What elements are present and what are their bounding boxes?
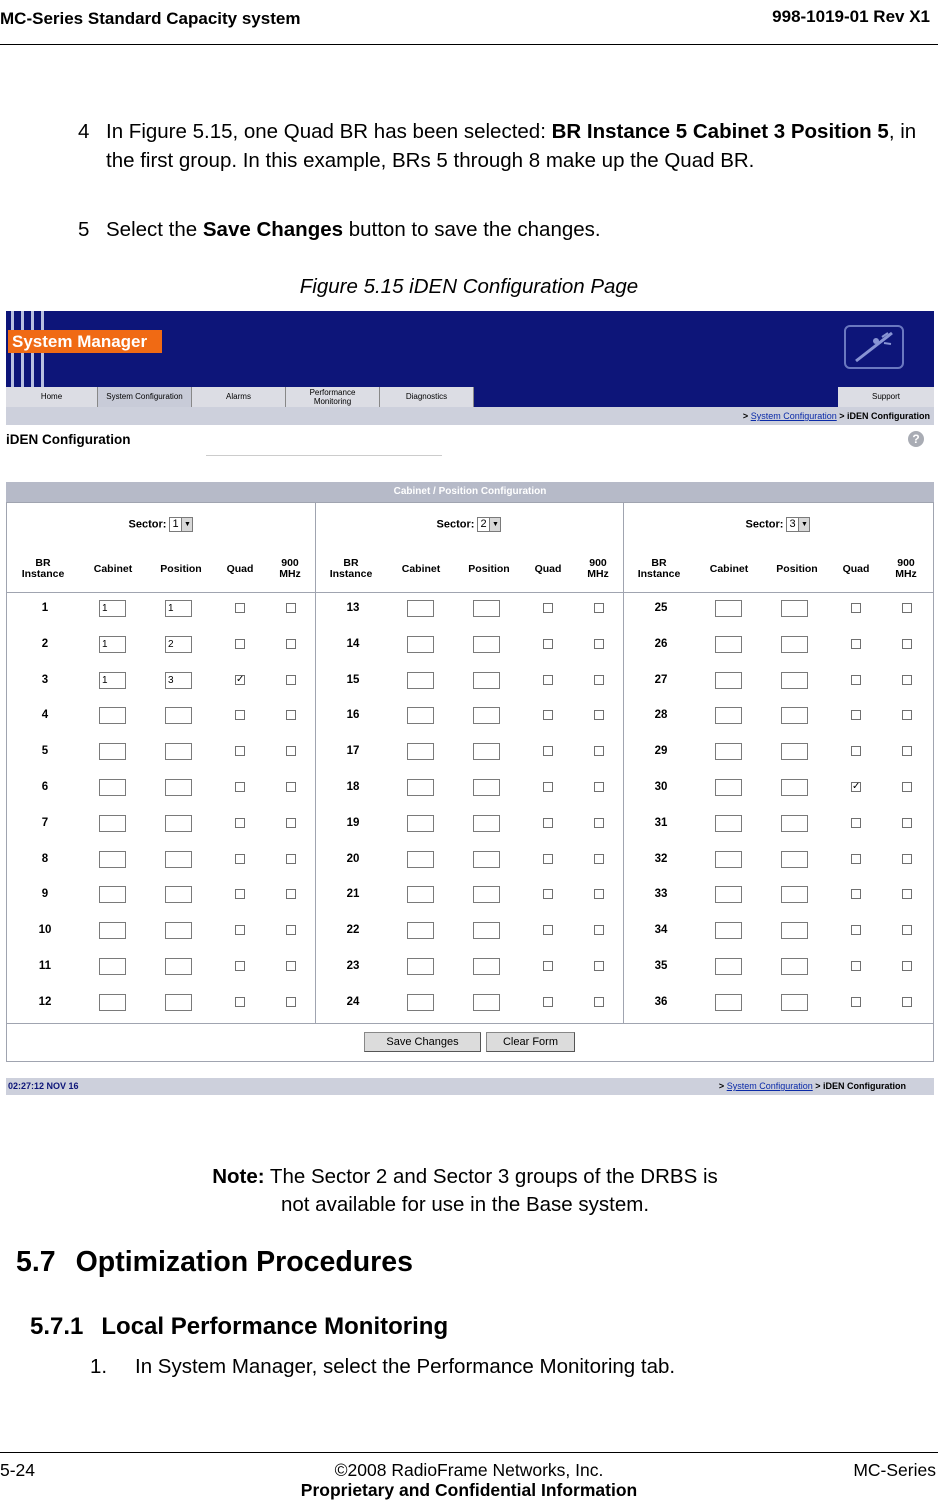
cabinet-input[interactable] <box>715 815 742 832</box>
tab-support[interactable]: Support <box>838 387 934 407</box>
quad-checkbox[interactable] <box>851 818 861 828</box>
position-input[interactable] <box>781 707 808 724</box>
cabinet-input[interactable] <box>715 672 742 689</box>
breadcrumb-separator: > <box>718 1081 725 1091</box>
page-number: 5-24 <box>0 1460 36 1480</box>
900mhz-checkbox[interactable] <box>286 818 296 828</box>
cabinet-input[interactable] <box>715 922 742 939</box>
brand-icon <box>844 325 904 369</box>
quad-checkbox[interactable] <box>235 782 245 792</box>
900mhz-checkbox[interactable] <box>594 889 604 899</box>
sector-select[interactable] <box>477 517 501 532</box>
cabinet-input[interactable] <box>407 815 434 832</box>
column-header-cabinet: Cabinet <box>709 563 749 575</box>
br-instance-number: 22 <box>346 924 360 937</box>
sector-group <box>315 503 624 1023</box>
br-instance-number: 28 <box>654 709 668 722</box>
br-instance-number: 27 <box>654 673 668 686</box>
chevron-down-icon[interactable]: ▼ <box>798 518 809 531</box>
step-text-bold: Save Changes <box>202 218 344 241</box>
900mhz-checkbox[interactable] <box>594 961 604 971</box>
cabinet-input[interactable] <box>407 922 434 939</box>
br-instance-number: 20 <box>346 852 360 865</box>
900mhz-checkbox[interactable] <box>286 961 296 971</box>
tab-diagnostics[interactable]: Diagnostics <box>380 387 474 407</box>
position-input[interactable] <box>473 707 500 724</box>
br-instance-number: 19 <box>346 816 360 829</box>
tab-performance-monitoring[interactable]: Performance Monitoring <box>286 387 380 407</box>
step-text <box>106 215 934 244</box>
config-panel <box>6 502 934 1062</box>
column-header-br: BR Instance <box>21 557 65 580</box>
position-input[interactable] <box>165 958 192 975</box>
quad-checkbox[interactable] <box>235 710 245 720</box>
cabinet-input[interactable] <box>715 958 742 975</box>
document-number: 998-1019-01 Rev X1 <box>772 7 930 26</box>
900mhz-checkbox[interactable] <box>594 746 604 756</box>
cabinet-input[interactable] <box>99 958 126 975</box>
900mhz-checkbox[interactable] <box>902 818 912 828</box>
quad-checkbox[interactable] <box>543 675 553 685</box>
status-bar <box>6 1078 934 1095</box>
quad-checkbox[interactable] <box>543 854 553 864</box>
quad-checkbox[interactable] <box>851 639 861 649</box>
900mhz-checkbox[interactable] <box>286 997 296 1007</box>
cabinet-input[interactable] <box>407 886 434 903</box>
step-text-post: , in the first group. In this example, BRs 5 through 8 make up the Quad BR. <box>106 120 917 172</box>
quad-checkbox[interactable] <box>235 746 245 756</box>
column-header-br: BR Instance <box>329 557 373 580</box>
br-instance-number: 31 <box>654 816 668 829</box>
cabinet-input[interactable] <box>99 922 126 939</box>
cabinet-input[interactable] <box>407 779 434 796</box>
900mhz-checkbox[interactable] <box>594 818 604 828</box>
step-text-pre: Select the <box>106 218 203 241</box>
cabinet-input[interactable] <box>715 994 742 1011</box>
figure-caption: Figure 5.15 iDEN Configuration Page <box>299 275 639 298</box>
tab-home[interactable]: Home <box>6 387 98 407</box>
position-input[interactable] <box>165 815 192 832</box>
position-input[interactable] <box>781 815 808 832</box>
position-input[interactable] <box>473 958 500 975</box>
sector-value: 1 <box>172 518 179 530</box>
position-input[interactable] <box>165 922 192 939</box>
900mhz-checkbox[interactable] <box>594 675 604 685</box>
cabinet-input[interactable] <box>407 743 434 760</box>
sector-value: 2 <box>480 518 487 530</box>
cabinet-input[interactable] <box>715 851 742 868</box>
running-header-title: MC-Series Standard Capacity system <box>0 9 301 28</box>
column-header-mhz: 900 MHz <box>279 557 301 580</box>
cabinet-input[interactable] <box>715 707 742 724</box>
cabinet-input[interactable] <box>99 815 126 832</box>
cabinet-input[interactable] <box>99 851 126 868</box>
subsection-title: Local Performance Monitoring <box>101 1313 449 1340</box>
position-input[interactable] <box>473 672 500 689</box>
900mhz-checkbox[interactable] <box>902 961 912 971</box>
br-instance-number: 1 <box>41 602 49 614</box>
breadcrumb-link-system-configuration[interactable]: System Configuration <box>750 411 837 421</box>
cabinet-input[interactable] <box>99 886 126 903</box>
br-instance-number: 29 <box>654 745 668 758</box>
app-logo: System Manager <box>8 330 162 353</box>
quad-checkbox[interactable] <box>235 639 245 649</box>
br-instance-number: 5 <box>41 745 49 758</box>
quad-checkbox[interactable] <box>235 997 245 1007</box>
quad-checkbox[interactable] <box>543 603 553 613</box>
position-input[interactable] <box>165 851 192 868</box>
br-instance-number: 13 <box>346 602 360 614</box>
quad-checkbox[interactable] <box>235 925 245 935</box>
sector-group <box>7 503 316 1023</box>
step-number: 5 <box>78 218 90 241</box>
page-title: iDEN Configuration <box>6 432 131 447</box>
900mhz-checkbox[interactable] <box>286 603 296 613</box>
column-header-cabinet: Cabinet <box>93 563 133 575</box>
br-instance-number: 11 <box>38 960 52 972</box>
cabinet-input[interactable] <box>99 707 126 724</box>
confidentiality-notice: Proprietary and Confidential Information <box>300 1480 638 1500</box>
br-instance-number: 25 <box>654 602 668 614</box>
position-input[interactable]: 3 <box>165 672 192 689</box>
900mhz-checkbox[interactable] <box>902 889 912 899</box>
help-icon[interactable]: ? <box>908 431 924 447</box>
900mhz-checkbox[interactable] <box>902 997 912 1007</box>
quad-checkbox[interactable] <box>851 710 861 720</box>
position-input[interactable] <box>473 779 500 796</box>
br-instance-number: 32 <box>654 852 668 865</box>
cabinet-input[interactable] <box>715 743 742 760</box>
quad-checkbox[interactable]: ✓ <box>236 673 245 685</box>
900mhz-checkbox[interactable] <box>902 746 912 756</box>
column-header-mhz: 900 MHz <box>895 557 917 580</box>
quad-checkbox[interactable] <box>543 746 553 756</box>
900mhz-checkbox[interactable] <box>902 603 912 613</box>
position-input[interactable] <box>781 672 808 689</box>
cabinet-input[interactable] <box>407 707 434 724</box>
900mhz-checkbox[interactable] <box>286 639 296 649</box>
system-manager-screenshot <box>6 311 934 1098</box>
cabinet-input[interactable]: 1 <box>99 636 126 653</box>
clear-form-button[interactable]: Clear Form <box>486 1032 575 1052</box>
br-instance-number: 7 <box>41 816 49 829</box>
step-text-bold: BR Instance 5 Cabinet 3 Position 5 <box>551 120 889 143</box>
position-input[interactable] <box>165 743 192 760</box>
900mhz-checkbox[interactable] <box>902 639 912 649</box>
br-instance-number: 17 <box>346 745 360 758</box>
900mhz-checkbox[interactable] <box>902 782 912 792</box>
br-instance-number: 35 <box>654 960 668 972</box>
sector-selector-row <box>7 517 315 532</box>
breadcrumb-current: > iDEN Configuration <box>839 411 930 421</box>
position-input[interactable] <box>781 958 808 975</box>
step-text-post: button to save the changes. <box>343 218 601 241</box>
note-text: The Sector 2 and Sector 3 groups of the DRBS is <box>264 1165 718 1188</box>
cabinet-input[interactable] <box>407 994 434 1011</box>
cabinet-input[interactable]: 1 <box>99 600 126 617</box>
subsection-heading <box>30 1313 448 1341</box>
br-instance-number: 6 <box>41 781 49 793</box>
quad-checkbox[interactable] <box>851 997 861 1007</box>
breadcrumb-separator: > <box>742 411 749 421</box>
column-header-quad: Quad <box>534 563 562 575</box>
br-instance-number: 16 <box>346 709 360 722</box>
product-name: MC-Series <box>853 1460 936 1480</box>
quad-checkbox[interactable] <box>543 889 553 899</box>
quad-checkbox[interactable] <box>235 889 245 899</box>
position-input[interactable] <box>781 886 808 903</box>
position-input[interactable] <box>473 886 500 903</box>
quad-checkbox[interactable] <box>543 639 553 649</box>
column-header-position: Position <box>468 563 510 575</box>
quad-checkbox[interactable] <box>851 925 861 935</box>
br-instance-number: 18 <box>346 781 360 793</box>
position-input[interactable] <box>473 743 500 760</box>
column-header-position: Position <box>776 563 818 575</box>
900mhz-checkbox[interactable] <box>902 675 912 685</box>
title-divider <box>206 455 442 456</box>
position-input[interactable] <box>473 851 500 868</box>
br-instance-number: 9 <box>41 888 49 901</box>
cabinet-input[interactable] <box>99 779 126 796</box>
position-input[interactable] <box>781 743 808 760</box>
br-instance-number: 24 <box>346 995 360 1008</box>
position-input[interactable] <box>781 851 808 868</box>
position-input[interactable] <box>473 636 500 653</box>
cabinet-input[interactable] <box>715 886 742 903</box>
tab-alarms[interactable]: Alarms <box>192 387 286 407</box>
cabinet-input[interactable] <box>715 779 742 796</box>
br-instance-number: 2 <box>41 637 49 650</box>
step-number: 4 <box>78 120 90 143</box>
cabinet-input[interactable] <box>407 851 434 868</box>
column-header-quad: Quad <box>842 563 870 575</box>
quad-checkbox[interactable] <box>543 961 553 971</box>
note <box>0 1163 930 1219</box>
quad-checkbox[interactable] <box>851 675 861 685</box>
cabinet-input[interactable] <box>99 994 126 1011</box>
900mhz-checkbox[interactable] <box>286 675 296 685</box>
quad-checkbox[interactable] <box>851 603 861 613</box>
section-number: 5.7 <box>16 1246 56 1278</box>
position-input[interactable] <box>781 994 808 1011</box>
position-input[interactable] <box>781 779 808 796</box>
cabinet-input[interactable] <box>407 958 434 975</box>
position-input[interactable] <box>473 994 500 1011</box>
column-header-position: Position <box>160 563 202 575</box>
br-instance-number: 23 <box>346 960 360 972</box>
quad-checkbox[interactable] <box>235 818 245 828</box>
quad-checkbox[interactable] <box>543 997 553 1007</box>
cabinet-input[interactable] <box>715 600 742 617</box>
br-instance-number: 21 <box>346 888 360 901</box>
quad-checkbox[interactable] <box>851 961 861 971</box>
sector-label: Sector: <box>128 518 167 531</box>
sector-select[interactable] <box>786 517 810 532</box>
900mhz-checkbox[interactable] <box>286 746 296 756</box>
br-instance-number: 10 <box>38 924 52 937</box>
900mhz-checkbox[interactable] <box>286 925 296 935</box>
position-input[interactable] <box>781 922 808 939</box>
cabinet-input[interactable] <box>99 743 126 760</box>
900mhz-checkbox[interactable] <box>902 854 912 864</box>
br-instance-number: 33 <box>654 888 668 901</box>
900mhz-checkbox[interactable] <box>594 603 604 613</box>
position-input[interactable] <box>473 922 500 939</box>
sector-select[interactable] <box>169 517 193 532</box>
copyright: ©2008 RadioFrame Networks, Inc. <box>334 1460 604 1480</box>
position-input[interactable] <box>165 886 192 903</box>
sector-value: 3 <box>789 518 796 530</box>
section-heading <box>16 1246 413 1279</box>
sector-selector-row <box>315 517 623 532</box>
900mhz-checkbox[interactable] <box>902 710 912 720</box>
quad-checkbox[interactable] <box>543 710 553 720</box>
sector-label: Sector: <box>436 518 475 531</box>
quad-checkbox[interactable] <box>543 782 553 792</box>
position-input[interactable] <box>165 994 192 1011</box>
chevron-down-icon[interactable]: ▼ <box>489 518 500 531</box>
quad-checkbox[interactable]: ✓ <box>852 781 861 792</box>
timestamp: 02:27:12 NOV 16 <box>8 1081 79 1091</box>
position-input[interactable] <box>473 600 500 617</box>
cabinet-input[interactable]: 1 <box>99 672 126 689</box>
breadcrumb-current: > iDEN Configuration <box>815 1081 906 1091</box>
note-text: not available for use in the Base system. <box>280 1193 650 1216</box>
column-header-br: BR Instance <box>637 557 681 580</box>
quad-checkbox[interactable] <box>235 603 245 613</box>
900mhz-checkbox[interactable] <box>594 710 604 720</box>
cabinet-input[interactable] <box>407 600 434 617</box>
quad-checkbox[interactable] <box>851 746 861 756</box>
note-label: Note: <box>212 1165 265 1188</box>
quad-checkbox[interactable] <box>851 854 861 864</box>
br-instance-number: 15 <box>346 673 360 686</box>
button-row-divider <box>7 1023 933 1024</box>
br-instance-number: 34 <box>654 924 668 937</box>
900mhz-checkbox[interactable] <box>594 997 604 1007</box>
footer-breadcrumb <box>719 1078 906 1095</box>
step-text <box>106 117 934 175</box>
br-instance-number: 12 <box>38 995 52 1008</box>
subsection-number: 5.7.1 <box>30 1313 84 1340</box>
section-title: Optimization Procedures <box>75 1246 413 1278</box>
position-input[interactable] <box>165 779 192 796</box>
quad-checkbox[interactable] <box>543 925 553 935</box>
quad-checkbox[interactable] <box>235 854 245 864</box>
br-instance-number: 30 <box>654 781 668 793</box>
900mhz-checkbox[interactable] <box>594 639 604 649</box>
cabinet-input[interactable] <box>715 636 742 653</box>
position-input[interactable]: 2 <box>165 636 192 653</box>
column-header-mhz: 900 MHz <box>587 557 609 580</box>
900mhz-checkbox[interactable] <box>286 710 296 720</box>
save-changes-button[interactable]: Save Changes <box>364 1032 481 1052</box>
quad-checkbox[interactable] <box>543 818 553 828</box>
900mhz-checkbox[interactable] <box>286 782 296 792</box>
step-text-pre: In Figure 5.15, one Quad BR has been selected: <box>106 120 552 143</box>
br-instance-number: 3 <box>41 673 49 686</box>
br-instance-number: 14 <box>346 637 360 650</box>
quad-checkbox[interactable] <box>235 961 245 971</box>
cabinet-input[interactable] <box>407 672 434 689</box>
list-item-text: In System Manager, select the Performance Monitoring tab. <box>135 1355 676 1378</box>
column-header-quad: Quad <box>226 563 254 575</box>
sector-label: Sector: <box>745 518 784 531</box>
quad-checkbox[interactable] <box>851 889 861 899</box>
footer-rule <box>0 1452 938 1453</box>
position-input[interactable] <box>473 815 500 832</box>
900mhz-checkbox[interactable] <box>286 854 296 864</box>
br-instance-number: 4 <box>41 709 49 722</box>
breadcrumb-link-system-configuration[interactable]: System Configuration <box>726 1081 813 1091</box>
header-rule <box>0 44 938 45</box>
900mhz-checkbox[interactable] <box>902 925 912 935</box>
900mhz-checkbox[interactable] <box>594 925 604 935</box>
sector-selector-row <box>623 517 933 532</box>
900mhz-checkbox[interactable] <box>594 782 604 792</box>
br-instance-number: 36 <box>654 995 668 1008</box>
chevron-down-icon[interactable]: ▼ <box>181 518 192 531</box>
position-input[interactable] <box>781 636 808 653</box>
column-header-cabinet: Cabinet <box>401 563 441 575</box>
list-item-number: 1. <box>90 1355 108 1378</box>
cabinet-input[interactable] <box>407 636 434 653</box>
900mhz-checkbox[interactable] <box>594 854 604 864</box>
position-input[interactable]: 1 <box>165 600 192 617</box>
sector-group <box>623 503 933 1023</box>
panel-title: Cabinet / Position Configuration <box>6 482 934 502</box>
position-input[interactable] <box>781 600 808 617</box>
br-instance-number: 26 <box>654 637 668 650</box>
900mhz-checkbox[interactable] <box>286 889 296 899</box>
position-input[interactable] <box>165 707 192 724</box>
tab-system-configuration[interactable]: System Configuration <box>98 387 192 407</box>
breadcrumb <box>6 407 934 425</box>
br-instance-number: 8 <box>41 852 49 865</box>
